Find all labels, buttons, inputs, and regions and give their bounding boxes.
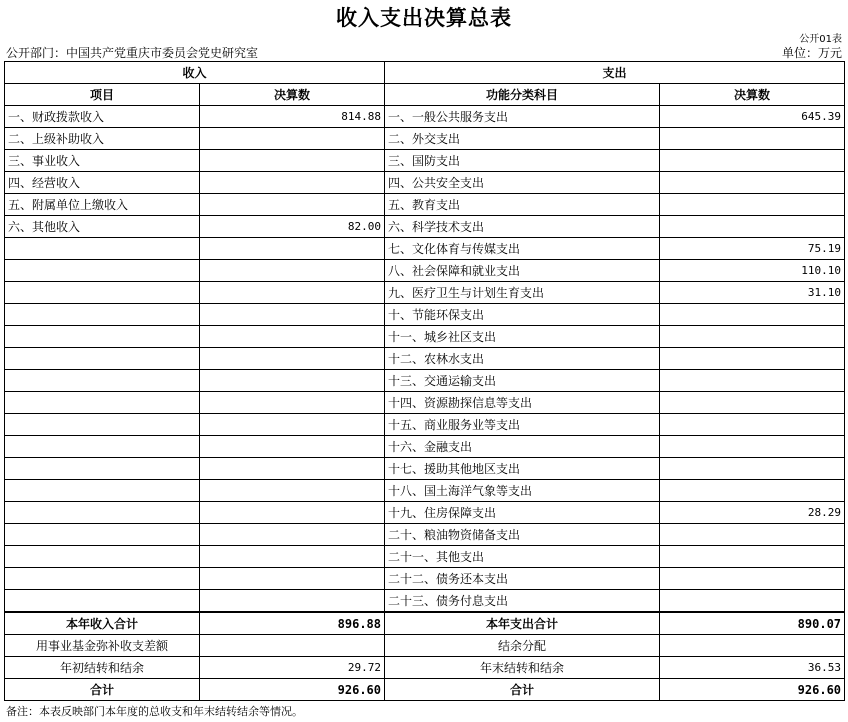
income-value-cell (200, 502, 385, 524)
expense-value-cell: 110.10 (660, 260, 845, 282)
expense-item-cell: 四、公共安全支出 (385, 172, 660, 194)
expense-header: 支出 (385, 62, 845, 84)
expense-value-cell (660, 304, 845, 326)
expense-item-cell: 九、医疗卫生与计划生育支出 (385, 282, 660, 304)
expense-value-cell (660, 590, 845, 613)
table-row (5, 128, 845, 150)
summary-income-label: 用事业基金弥补收支差额 (5, 635, 200, 657)
expense-item-cell: 十二、农林水支出 (385, 348, 660, 370)
table-row (5, 370, 845, 392)
summary-expense-label: 结余分配 (385, 635, 660, 657)
expense-amount-column-header: 决算数 (660, 84, 845, 106)
income-value-cell (200, 282, 385, 304)
expense-value-cell (660, 150, 845, 172)
expense-item-cell: 六、科学技术支出 (385, 216, 660, 238)
summary-income-label: 年初结转和结余 (5, 657, 200, 679)
expense-value-cell (660, 546, 845, 568)
income-item-cell (5, 502, 200, 524)
table-row (5, 458, 845, 480)
income-item-cell (5, 414, 200, 436)
summary-expense-label: 合计 (385, 679, 660, 701)
income-value-cell (200, 194, 385, 216)
expense-value-cell: 31.10 (660, 282, 845, 304)
table-row (5, 546, 845, 568)
table-row (5, 480, 845, 502)
expense-value-cell (660, 128, 845, 150)
income-item-cell (5, 282, 200, 304)
income-value-cell (200, 414, 385, 436)
summary-row (5, 679, 845, 701)
income-amount-column-header: 决算数 (200, 84, 385, 106)
income-item-cell (5, 260, 200, 282)
expense-item-cell: 十三、交通运输支出 (385, 370, 660, 392)
summary-income-value: 926.60 (200, 679, 385, 701)
summary-expense-value: 890.07 (660, 612, 845, 635)
department-label: 公开部门：中国共产党重庆市委员会党史研究室 (6, 46, 259, 60)
income-item-cell (5, 568, 200, 590)
expense-value-cell (660, 524, 845, 546)
expense-item-cell: 二十一、其他支出 (385, 546, 660, 568)
expense-value-cell (660, 216, 845, 238)
income-item-cell: 六、其他收入 (5, 216, 200, 238)
summary-income-label: 合计 (5, 679, 200, 701)
expense-value-cell (660, 414, 845, 436)
income-item-cell: 三、事业收入 (5, 150, 200, 172)
income-value-cell (200, 238, 385, 260)
income-value-cell (200, 546, 385, 568)
table-row (5, 172, 845, 194)
income-item-cell: 四、经营收入 (5, 172, 200, 194)
income-expense-table (4, 61, 845, 701)
table-row (5, 436, 845, 458)
expense-item-cell: 十四、资源勘探信息等支出 (385, 392, 660, 414)
summary-row (5, 612, 845, 635)
income-value-cell (200, 304, 385, 326)
table-row (5, 216, 845, 238)
table-row (5, 502, 845, 524)
expense-item-cell: 十七、援助其他地区支出 (385, 458, 660, 480)
summary-expense-value: 36.53 (660, 657, 845, 679)
summary-income-value: 29.72 (200, 657, 385, 679)
table-row (5, 106, 845, 128)
expense-item-cell: 八、社会保障和就业支出 (385, 260, 660, 282)
table-row (5, 260, 845, 282)
table-row (5, 304, 845, 326)
summary-row (5, 657, 845, 679)
footnote: 备注：本表反映部门本年度的总收支和年末结转结余等情况。 (6, 705, 303, 718)
income-item-cell: 二、上级补助收入 (5, 128, 200, 150)
expense-item-cell: 二、外交支出 (385, 128, 660, 150)
income-item-cell (5, 524, 200, 546)
expense-value-cell (660, 436, 845, 458)
table-row (5, 282, 845, 304)
table-row (5, 568, 845, 590)
income-value-cell (200, 480, 385, 502)
income-value-cell (200, 326, 385, 348)
unit-label: 单位：万元 (781, 46, 842, 60)
summary-row (5, 635, 845, 657)
income-value-cell (200, 128, 385, 150)
income-value-cell (200, 348, 385, 370)
expense-item-cell: 二十二、债务还本支出 (385, 568, 660, 590)
item-column-header: 项目 (5, 84, 200, 106)
summary-income-value (200, 635, 385, 657)
summary-expense-value (660, 635, 845, 657)
income-item-cell (5, 348, 200, 370)
income-item-cell (5, 458, 200, 480)
income-value-cell (200, 524, 385, 546)
income-value-cell: 82.00 (200, 216, 385, 238)
expense-value-cell (660, 326, 845, 348)
expense-value-cell: 75.19 (660, 238, 845, 260)
expense-value-cell: 645.39 (660, 106, 845, 128)
income-item-cell (5, 326, 200, 348)
expense-value-cell (660, 568, 845, 590)
expense-value-cell: 28.29 (660, 502, 845, 524)
income-value-cell (200, 260, 385, 282)
expense-value-cell (660, 458, 845, 480)
income-value-cell: 814.88 (200, 106, 385, 128)
income-item-cell (5, 546, 200, 568)
page-title: 收入支出决算总表 (336, 6, 512, 30)
table-row (5, 348, 845, 370)
expense-value-cell (660, 348, 845, 370)
income-item-cell (5, 238, 200, 260)
income-item-cell: 一、财政拨款收入 (5, 106, 200, 128)
income-value-cell (200, 150, 385, 172)
income-value-cell (200, 172, 385, 194)
income-item-cell (5, 304, 200, 326)
expense-item-cell: 十五、商业服务业等支出 (385, 414, 660, 436)
expense-item-cell: 十、节能环保支出 (385, 304, 660, 326)
income-value-cell (200, 392, 385, 414)
income-value-cell (200, 370, 385, 392)
income-item-cell (5, 392, 200, 414)
income-item-cell (5, 590, 200, 613)
income-item-cell (5, 480, 200, 502)
expense-value-cell (660, 480, 845, 502)
table-row (5, 238, 845, 260)
table-row (5, 392, 845, 414)
expense-value-cell (660, 172, 845, 194)
table-row (5, 326, 845, 348)
expense-item-cell: 二十、粮油物资储备支出 (385, 524, 660, 546)
expense-item-cell: 十六、金融支出 (385, 436, 660, 458)
income-value-cell (200, 436, 385, 458)
summary-income-value: 896.88 (200, 612, 385, 635)
summary-expense-label: 本年支出合计 (385, 612, 660, 635)
income-item-cell: 五、附属单位上缴收入 (5, 194, 200, 216)
form-code: 公开01表 (799, 34, 842, 45)
expense-item-cell: 三、国防支出 (385, 150, 660, 172)
income-item-cell (5, 370, 200, 392)
summary-income-label: 本年收入合计 (5, 612, 200, 635)
summary-expense-label: 年末结转和结余 (385, 657, 660, 679)
expense-item-cell: 十八、国土海洋气象等支出 (385, 480, 660, 502)
expense-item-cell: 一、一般公共服务支出 (385, 106, 660, 128)
table-row (5, 150, 845, 172)
income-value-cell (200, 458, 385, 480)
expense-item-cell: 五、教育支出 (385, 194, 660, 216)
income-value-cell (200, 568, 385, 590)
expense-item-cell: 十一、城乡社区支出 (385, 326, 660, 348)
summary-expense-value: 926.60 (660, 679, 845, 701)
table-row (5, 414, 845, 436)
table-row (5, 590, 845, 613)
expense-value-cell (660, 392, 845, 414)
expense-item-cell: 七、文化体育与传媒支出 (385, 238, 660, 260)
income-value-cell (200, 590, 385, 613)
expense-value-cell (660, 194, 845, 216)
expense-item-cell: 二十三、债务付息支出 (385, 590, 660, 613)
expense-value-cell (660, 370, 845, 392)
category-column-header: 功能分类科目 (385, 84, 660, 106)
income-item-cell (5, 436, 200, 458)
income-header: 收入 (5, 62, 385, 84)
expense-item-cell: 十九、住房保障支出 (385, 502, 660, 524)
table-row (5, 194, 845, 216)
table-row (5, 524, 845, 546)
